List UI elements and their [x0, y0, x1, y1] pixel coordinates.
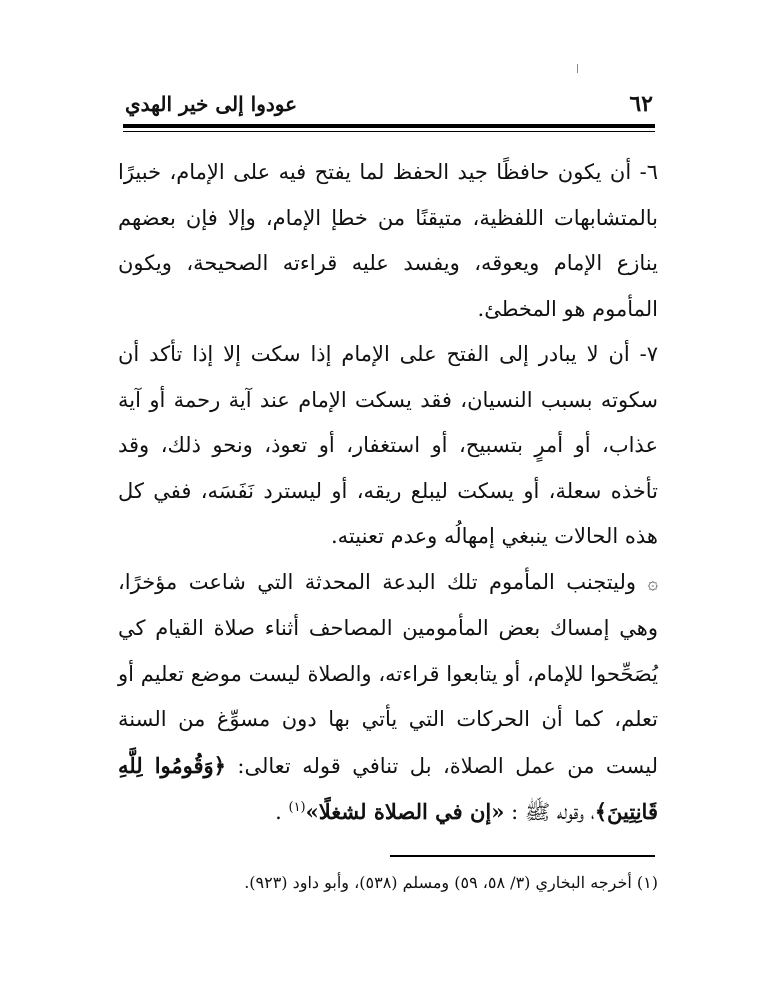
paragraph-text: وليتجنب المأموم تلك البدعة المحدثة التي شاعت مؤخرًا، وهي إمساك بعض المأمومين المصاحف أثناء صلاة القيام كي يُصَحِّحوا للإمام، أو يتابعوا قراءته، والصلاة ليست موضع تعليم أو تعلم، كما أن الحركات التي يأتي بها دون مسوِّغ من السنة ليست من عمل الصلاة، بل تنافي قوله تعالى: [118, 569, 658, 778]
paragraph-6 [118, 150, 658, 332]
item-number: ٧- [639, 342, 658, 366]
quran-verse: ﴿وَقُومُوا لِلَّهِ قَانِتِينَ﴾ [118, 752, 658, 824]
paragraph-text: أن يكون حافظًا جيد الحفظ لما يفتح فيه على الإمام، خبيرًا بالمتشابهات اللفظية، متيقنًا من خطإ الإمام، وإلا فإن بعضهم ينازع الإمام ويعوقه، ويفسد عليه قراءته الصحيحة، ويكون المأموم هو المخطئ. [118, 160, 658, 321]
page-number: ٦٢ [629, 91, 653, 117]
paragraph-note [118, 560, 658, 836]
main-text [118, 150, 658, 836]
paragraph-text: أن لا يبادر إلى الفتح على الإمام إذا سكت إلا إذا تأكد أن سكوته بسبب النسيان، فقد يسكت الإمام عند آية رحمة أو آية عذاب، أو أمرٍ بتسبيح، أو استغفار، أو تعوذ، ونحو ذلك، وقد تأخذه سعلة، أو يسكت ليبلع ريقه، أو ليسترد نَفَسَه، ففي كل هذه الحالات ينبغي إمهالُه وعدم تعنيته. [118, 342, 658, 548]
scan-mark [577, 64, 578, 73]
footnote-reference[interactable]: (١) [288, 800, 306, 815]
sentence-end: . [275, 800, 289, 824]
hadith-quote: «إن في الصلاة لشغلًا» [305, 799, 505, 824]
footnote-rule [390, 855, 655, 857]
page-header [123, 86, 655, 122]
header-rule-thick [123, 124, 655, 128]
header-rule-thin [123, 131, 655, 132]
footnote: (١) أخرجه البخاري (٣/ ٥٨، ٥٩) ومسلم (٥٣٨)، وأبو داود (٩٢٣). [244, 873, 658, 892]
paragraph-7 [118, 332, 658, 560]
running-title: عودوا إلى خير الهدي [125, 92, 298, 116]
ornament-icon: ۞ [647, 572, 658, 594]
item-number: ٦- [639, 160, 658, 184]
connector-text: ، وقوله ﷺ : [504, 800, 595, 824]
